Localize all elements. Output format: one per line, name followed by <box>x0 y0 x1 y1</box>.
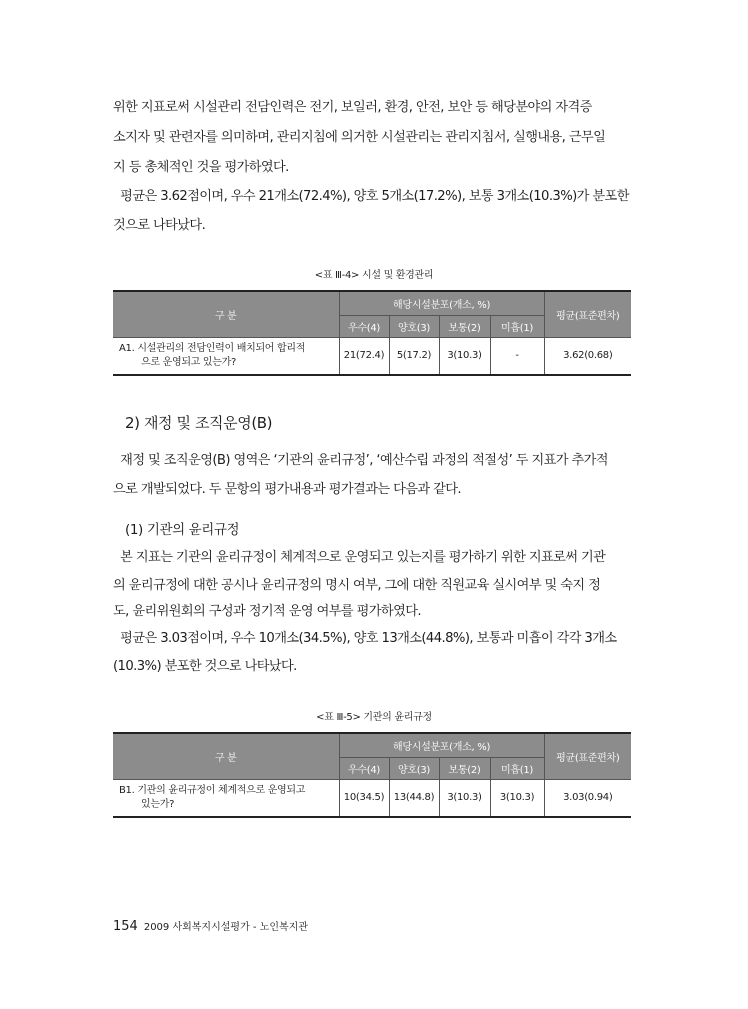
cell-value: - <box>490 337 544 375</box>
section-heading: 2) 재정 및 조직운영(B) <box>125 414 273 432</box>
ethics-regulation-table <box>113 732 631 818</box>
body-text-line: 것으로 나타났다. <box>113 218 206 233</box>
header-col: 보통(2) <box>439 757 490 779</box>
body-text-line: 평균은 3.62점이며, 우수 21개소(72.4%), 양호 5개소(17.2%), 보통 3개소(10.3%)가 분포한 <box>113 189 629 204</box>
body-text-line: 도, 윤리위원회의 구성과 정기적 운영 여부를 평가하였다. <box>113 604 421 619</box>
body-text-line: 평균은 3.03점이며, 우수 10개소(34.5%), 양호 13개소(44.8%), 보통과 미흡이 각각 3개소 <box>113 631 617 646</box>
cell-value: 3(10.3) <box>439 779 490 817</box>
header-col: 미흡(1) <box>490 315 544 337</box>
header-distribution: 해당시설분포(개소, %) <box>339 291 544 315</box>
page-number: 154 <box>113 919 138 934</box>
header-distribution: 해당시설분포(개소, %) <box>339 733 544 757</box>
subsection-heading: (1) 기관의 윤리규정 <box>125 522 240 538</box>
body-text-line: 위한 지표로써 시설관리 전담인력은 전기, 보일러, 환경, 안전, 보안 등 해당분야의 자격증 <box>113 100 592 115</box>
cell-value: 3(10.3) <box>490 779 544 817</box>
row-label <box>113 337 339 375</box>
body-text-line: 으로 개발되었다. 두 문항의 평가내용과 평가결과는 다음과 같다. <box>113 482 461 497</box>
header-col: 미흡(1) <box>490 757 544 779</box>
header-col: 우수(4) <box>339 315 389 337</box>
running-title: 2009 사회복지시설평가 - 노인복지관 <box>143 922 309 933</box>
header-category: 구 분 <box>113 733 339 779</box>
table-row <box>113 337 631 375</box>
body-text-line: 의 윤리규정에 대한 공시나 윤리규정의 명시 여부, 그에 대한 직원교육 실시여부 및 숙지 정 <box>113 578 601 593</box>
header-col: 양호(3) <box>389 315 439 337</box>
header-col: 보통(2) <box>439 315 490 337</box>
header-col: 우수(4) <box>339 757 389 779</box>
cell-value: 3(10.3) <box>439 337 490 375</box>
row-label-line: B1. 기관의 윤리규정이 체계적으로 운영되고 <box>119 784 306 796</box>
body-text-line: 소지자 및 관련자를 의미하며, 관리지침에 의거한 시설관리는 관리지침서, 실행내용, 근무일 <box>113 130 606 145</box>
table-caption: <표 Ⅲ-4> 시설 및 환경관리 <box>314 270 434 281</box>
cell-value: 10(34.5) <box>339 779 389 817</box>
row-label-line: 으로 운영되고 있는가? <box>141 356 237 368</box>
table-caption: <표 Ⅲ-5> 기관의 윤리규정 <box>316 712 432 723</box>
body-text-line: (10.3%) 분포한 것으로 나타났다. <box>113 659 297 674</box>
header-col: 양호(3) <box>389 757 439 779</box>
header-mean: 평균(표준편차) <box>544 733 631 779</box>
facility-management-table <box>113 290 631 376</box>
row-label-line: A1. 시설관리의 전담인력이 배치되어 합리적 <box>119 342 306 354</box>
header-mean: 평균(표준편차) <box>544 291 631 337</box>
row-label <box>113 779 339 817</box>
row-label-line: 있는가? <box>141 798 175 810</box>
body-text-line: 지 등 총체적인 것을 평가하였다. <box>113 160 289 175</box>
header-category: 구 분 <box>113 291 339 337</box>
cell-mean: 3.03(0.94) <box>544 779 631 817</box>
table-row <box>113 779 631 817</box>
cell-value: 13(44.8) <box>389 779 439 817</box>
page-footer <box>113 918 308 934</box>
cell-mean: 3.62(0.68) <box>544 337 631 375</box>
body-text-line: 본 지표는 기관의 윤리규정이 체계적으로 운영되고 있는지를 평가하기 위한 지표로써 기관 <box>113 550 606 565</box>
cell-value: 21(72.4) <box>339 337 389 375</box>
body-text-line: 재정 및 조직운영(B) 영역은 ‘기관의 윤리규정’, ‘예산수립 과정의 적절성’ 두 지표가 추가적 <box>113 453 608 468</box>
cell-value: 5(17.2) <box>389 337 439 375</box>
